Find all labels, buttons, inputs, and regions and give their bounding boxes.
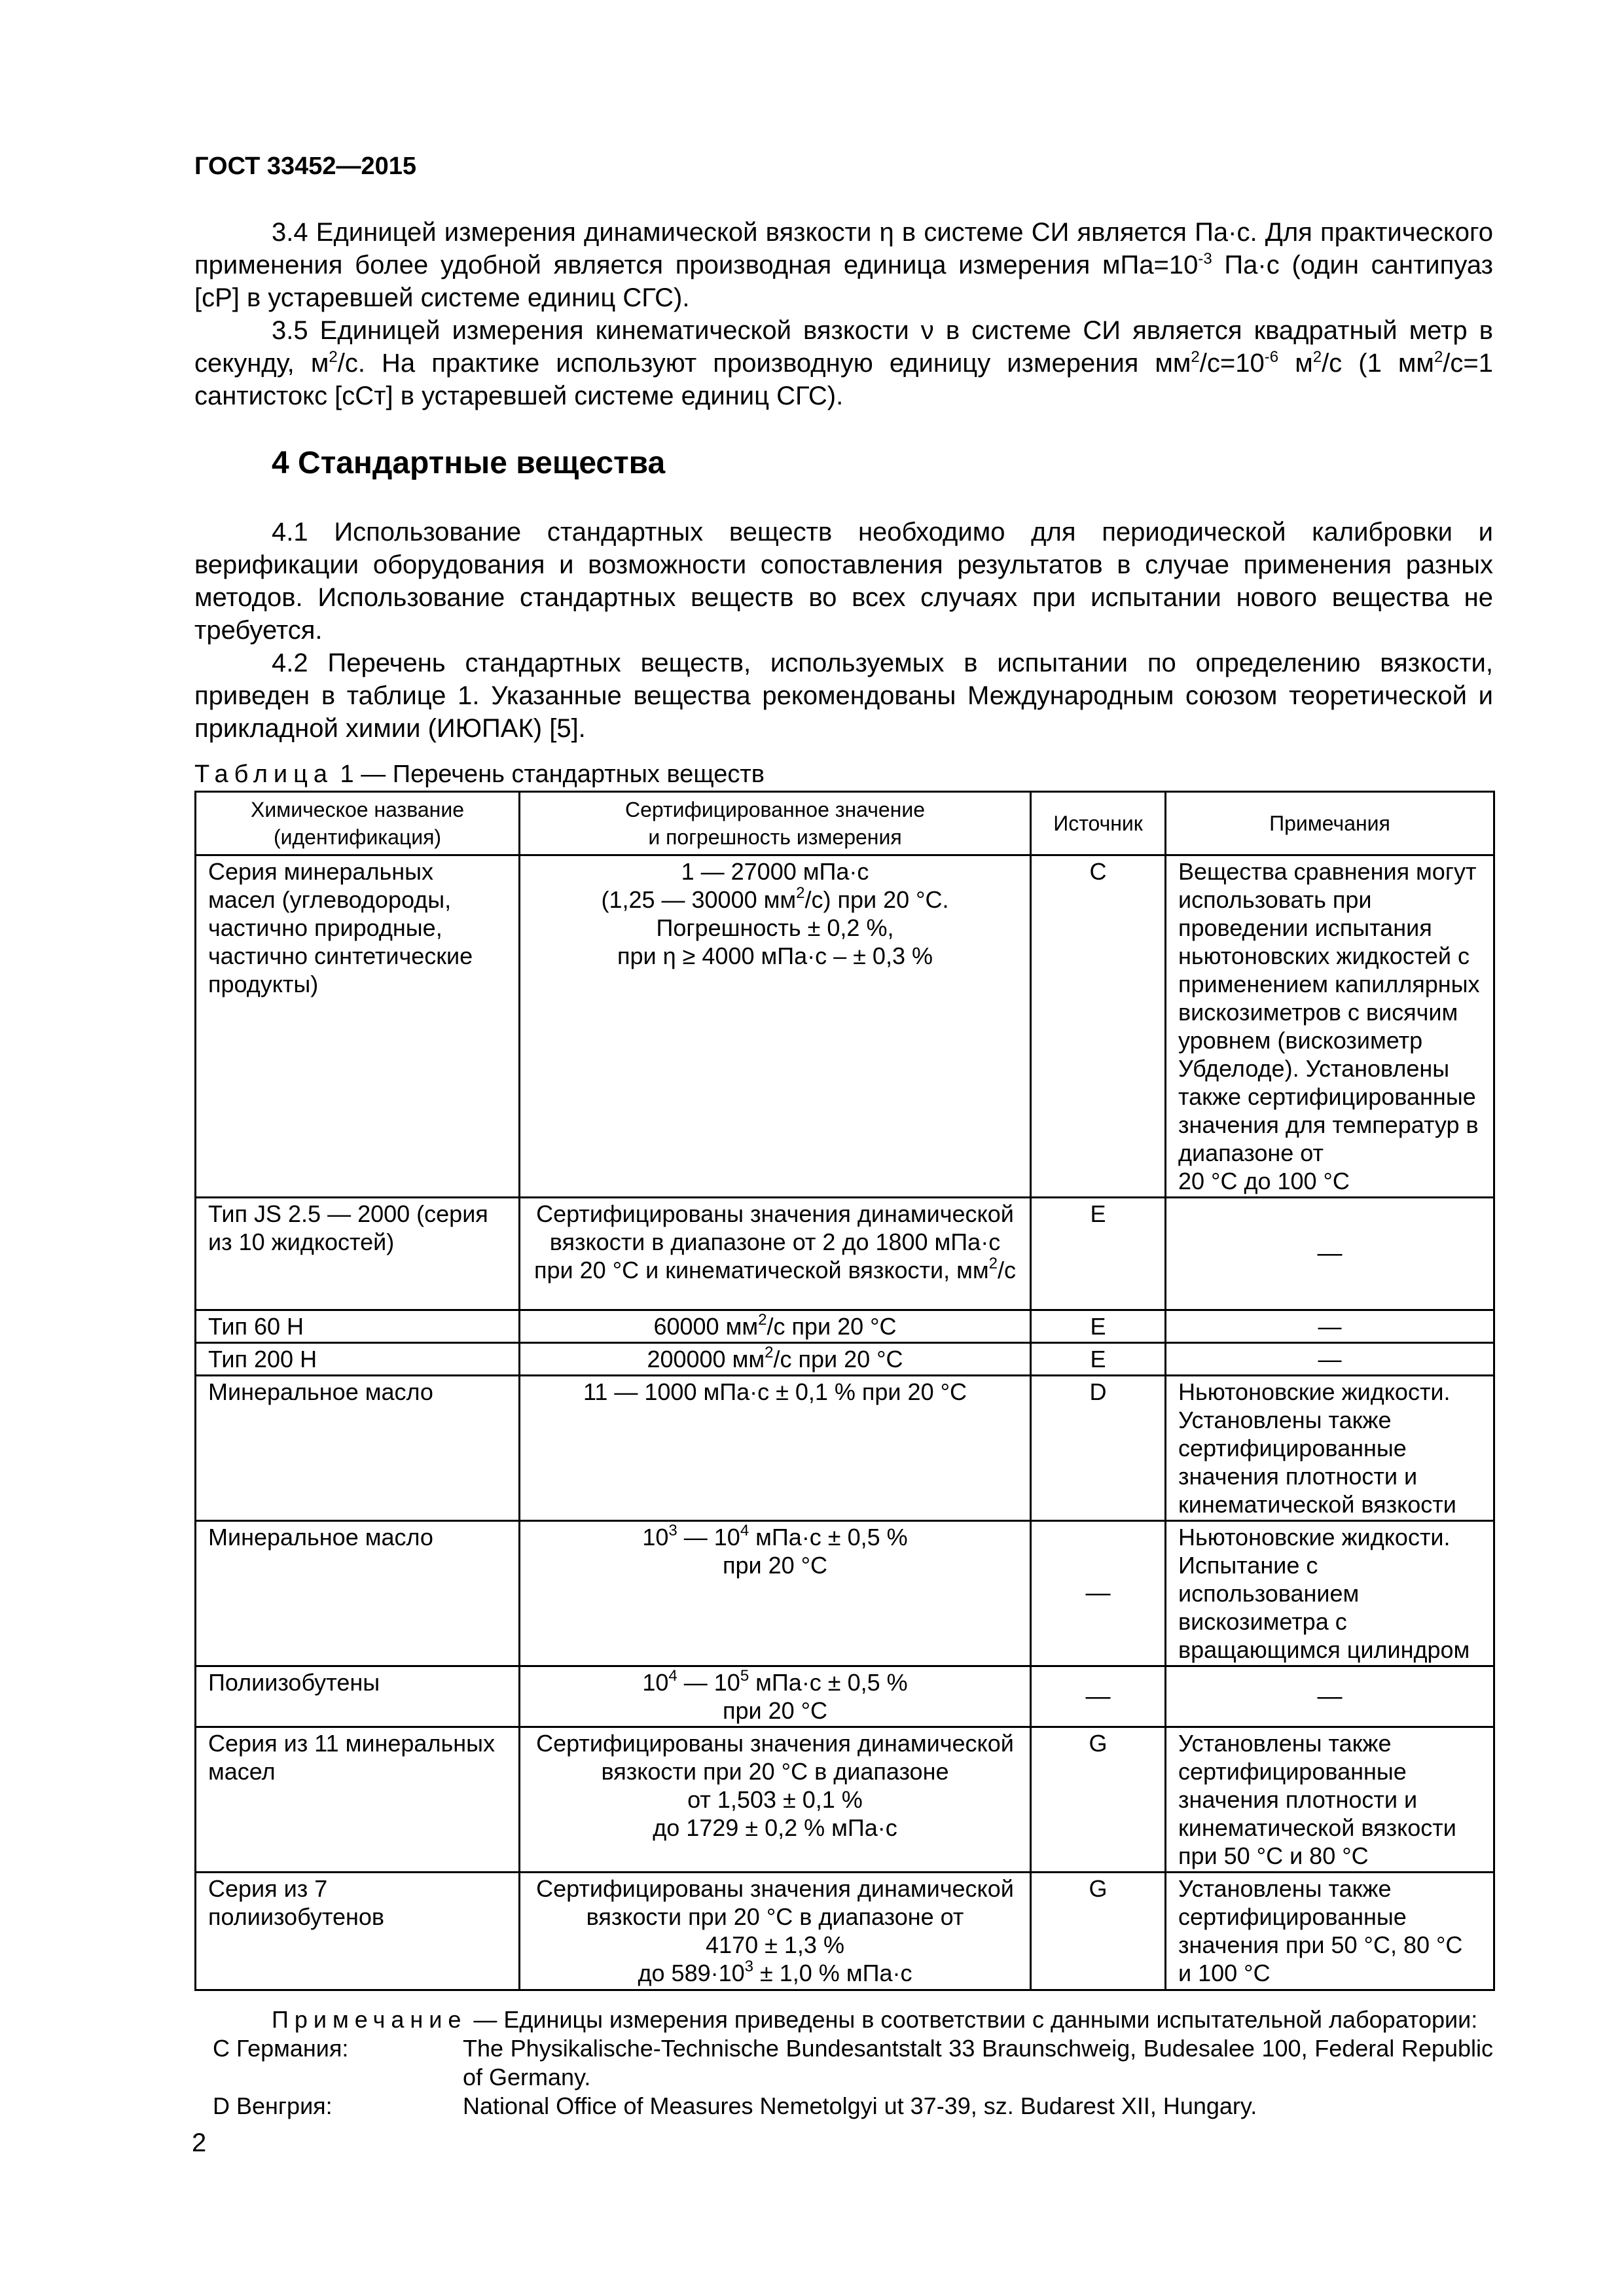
cell-name: Серия из 11 минеральных масел — [196, 1727, 520, 1873]
cell-notes: — — [1166, 1343, 1494, 1376]
lab-entry: С Германия: The Physikalische-Technische Bundesantstalt 33 Braunschweig, Budesalee 100, Federal Republic of Germany. — [213, 2035, 1493, 2090]
table-row — [196, 855, 1494, 1198]
lab-entry: D Венгрия: National Office of Measures Nemetolgyi ut 37-39, sz. Budarest XII, Hungary. — [213, 2092, 1257, 2119]
cell-source: — — [1031, 1521, 1166, 1666]
cell-notes: — — [1166, 1310, 1494, 1343]
paragraph-4-2: 4.2 Перечень стандартных веществ, используемых в испытании по определению вязкости, приведен в таблице 1. Указанные вещества рекомендованы Международным союзом теоретической и прикладной химии (ИЮПАК) [5]. — [194, 649, 1493, 743]
cell-notes: Ньютоновские жидкости. Установлены также сертифицированные значения плотности и кинематической вязкости — [1166, 1376, 1494, 1521]
cell-source: G — [1031, 1727, 1166, 1873]
table-header-row — [196, 792, 1494, 855]
cell-value: 200000 $мм^2/с$ при 20 °С — [520, 1343, 1031, 1376]
cell-value: Сертифицированы значения динамической вязкости в диапазоне от 2 до 1800 мПа·с при 20 °С и кинематической вязкости, $мм^2/с$ — [520, 1198, 1031, 1310]
table-row — [196, 1666, 1494, 1727]
paragraph-3-5: 3.5 Единицей измерения кинематической вязкости ν в системе СИ является квадратный метр в секунду, $м^2/с$. На практике используют производную единицу измерения $мм^2/с=10^{-6}$ $м^2/с$ (1 $мм^2/с=1$ сантистокс [сСт] в устаревшей системе единиц СГС). — [194, 316, 1494, 410]
table-caption: Таблица 1 — Перечень стандартных веществ — [194, 761, 765, 788]
cell-notes: Установлены также сертифицированные значения при 50 °С, 80 °С и 100 °С — [1166, 1873, 1494, 1990]
standard-header: ГОСТ 33452—2015 — [194, 152, 417, 180]
cell-source: — — [1031, 1666, 1166, 1727]
cell-name: Минеральное масло — [196, 1521, 520, 1666]
cell-value: Сертифицированы значения динамической вязкости при 20 °С в диапазоне от 4170 ± 1,3 % до $589\cdot 10^3 \pm 1,0$ % мПа·с — [520, 1873, 1031, 1990]
cell-source: D — [1031, 1376, 1166, 1521]
cell-notes: Установлены также сертифицированные значения плотности и кинематической вязкости при 50 °С и 80 °С — [1166, 1727, 1494, 1873]
cell-name: Тип JS 2.5 — 2000 (серия из 10 жидкостей) — [196, 1198, 520, 1310]
document-page — [194, 151, 1493, 2121]
cell-source: E — [1031, 1310, 1166, 1343]
cell-value: 1 — 27000 мПа·с (1,25 — 30000 $мм^2/с$) при 20 °С. Погрешность ± 0,2 %, при η ≥ 4000 мПа·с – ± 0,3 % — [520, 855, 1031, 1198]
header-chemical-name: Химическое название (идентификация) — [196, 792, 520, 855]
cell-source: G — [1031, 1873, 1166, 1990]
table-row — [196, 1310, 1494, 1343]
table-row — [196, 1343, 1494, 1376]
cell-source: С — [1031, 855, 1166, 1198]
table-row — [196, 1727, 1494, 1873]
cell-value: Сертифицированы значения динамической вязкости при 20 °С в диапазоне от 1,503 ± 0,1 % до 1729 ± 0,2 % мПа·с — [520, 1727, 1031, 1873]
cell-value: 60000 $мм^2/с$ при 20 °С — [520, 1310, 1031, 1343]
cell-source: E — [1031, 1198, 1166, 1310]
cell-notes: — — [1166, 1666, 1494, 1727]
header-certified-value: Сертифицированное значение и погрешность измерения — [520, 792, 1031, 855]
cell-source: E — [1031, 1343, 1166, 1376]
page-number: 2 — [192, 2128, 207, 2157]
cell-name: Полиизобутены — [196, 1666, 520, 1727]
header-notes: Примечания — [1166, 792, 1494, 855]
cell-value: 11 — 1000 мПа·с ± 0,1 % при 20 °С — [520, 1376, 1031, 1521]
cell-notes: Ньютоновские жидкости. Испытание с использованием вискозиметра с вращающимся цилиндром — [1166, 1521, 1494, 1666]
cell-name: Тип 200 H — [196, 1343, 520, 1376]
table-row — [196, 1873, 1494, 1990]
cell-name: Минеральное масло — [196, 1376, 520, 1521]
paragraph-4-1: 4.1 Использование стандартных веществ необходимо для периодической калибровки и верификации оборудования и возможности сопоставления результатов в случае применения разных методов. Использование стандартных веществ во всех случаях при испытании нового вещества не требуется. — [194, 518, 1493, 645]
reference-substances-table — [194, 791, 1495, 1991]
table-row — [196, 1198, 1494, 1310]
header-source: Источник — [1031, 792, 1166, 855]
cell-name: Серия из 7 полиизобутенов — [196, 1873, 520, 1990]
table-row — [196, 1521, 1494, 1666]
paragraph-3-4: 3.4 Единицей измерения динамической вязкости η в системе СИ является Па·с. Для практического применения более удобной является производная единица измерения $мПа=10^{-3}$ Па·с (один сантипуаз [сР] в устаревшей системе единиц СГС). — [194, 218, 1494, 312]
section-title: 4 Стандартные вещества — [272, 446, 666, 480]
cell-notes: Вещества сравнения могут использовать при проведении испытания ньютоновских жидкостей с применением капиллярных вискозиметров с висячим уровнем (вискозиметр Убделоде). Установлены также сертифицированные значения для температур в диапазоне от 20 °С до 100 °С — [1166, 855, 1494, 1198]
table-row — [196, 1376, 1494, 1521]
cell-notes: — — [1166, 1198, 1494, 1310]
cell-value: $10^4$ — $10^5$ мПа·с ± 0,5 % при 20 °С — [520, 1666, 1031, 1727]
cell-name: Серия минеральных масел (углеводороды, частично природные, частично синтетические продукты) — [196, 855, 520, 1198]
cell-value: $10^3$ — $10^4$ мПа·с ± 0,5 % при 20 °С — [520, 1521, 1031, 1666]
cell-name: Тип 60 H — [196, 1310, 520, 1343]
table-footnote: Примечание — Единицы измерения приведены в соответствии с данными испытательной лаборатории: — [272, 2006, 1478, 2033]
